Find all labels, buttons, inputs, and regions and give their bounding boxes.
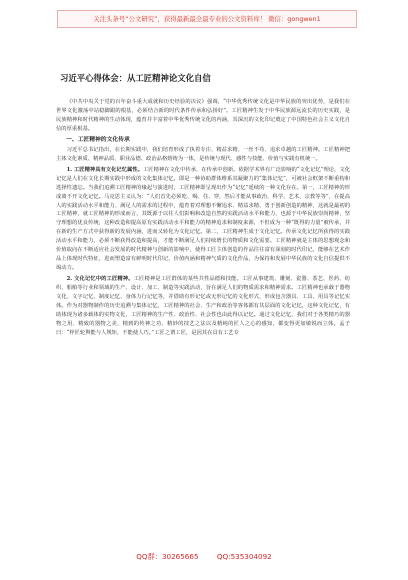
top-banner: 关注头条号“公文研究”，获得最新最全最专业的公文资料库！ 微信：gongwen1 bbox=[57, 10, 357, 28]
intro-paragraph: 《中共中央关于党的百年奋斗重大成就和历史经验的决议》强调，“中华优秀传统文化是中华民族的突出优势，是我们在世界文化激荡中站稳脚跟的根基，必须结合新的时代条件传承和弘扬好”。工匠精神生发于中华民族源远流长的历史实践，是民族精神和时代精神的生动体现，蕴育并丰富着中华优秀传统文化的内涵，其深沉的文化印记奠定了中国特色社会主义文化自信的厚重根基。 bbox=[56, 99, 350, 132]
paragraph-lead: 1. 工匠精神具有文化记忆属性。 bbox=[66, 166, 143, 173]
footer-contact bbox=[0, 552, 408, 566]
paragraph-text: 工匠精神在文化中传承，在传承中创新。依据学术界有广泛影响的“文化记忆”理论，文化记忆是人们在文化长期实践中形成的文化集体记忆，即是一种协助群体维系其凝聚力的“集体记忆”，可被社会框架不断重构和选择性遗忘。当我们追溯工匠精神的缘起与演进时，工匠精神即呈现出作为“记忆”延续的一种文化存在。第一，工匠精神的形成离不开文化记忆。马克思主义认为：“人们首先必须吃、喝、住、穿，然后才能从事政治、科学、艺术、宗教等等”，在提高人的实践活动水平和能力、满足人的需求的过程中，蕴育着对理想不懈追求、精益求精、勇于创新创造的精神，这就是最初的工匠精神，就工匠精神的形成而言，其既源于以往人们影响和改造自然的实践活动水平和能力，也源于中华民族崇尚精神、坚守理想的优良传统，这种改造和提高原有实践活动水平和能力的精神追求和制度来源，不但成为一种“既得的力量”被传承，并在新的生产方式中获得新的发展内涵，进而又转化为文化记忆。第二，工匠精神生成于文化记忆。传承文化记忆所获得的实践活动水平和能力，必须不断获得改造和提高，才能不断满足人们持续增长的物质和文化需要。工匠精神就是主体的思想观念和价值取向在不断适应社会发展的时代精神与创新的影响中，使得工匠主体创造的作品往往富有深刻的时代印记，能够在艺术作品上体现时代特征，进而塑造富有鲜明时代印记、价值内涵和精神气质的文化作品，为保持和发展中华民族的文化自信提供不竭动力。 bbox=[56, 166, 350, 272]
paragraph-lead: 2. 文化记忆中的工匠精神。 bbox=[66, 276, 134, 283]
paragraph-text: 工匠精神是工匠群体的某些共性品德和技能。工匠从事建筑、雕刻、瓷器、茶艺、医药、纺织、船舶等行业和领域的生产、设计、加工、制造等实践活动，旨在满足人们的物质需求和精神需求。工匠精神也承载于器物文化、文字记忆、制度记忆、身体力行记忆等，并借助有形记忆或无形记忆的文化形式，形成包含器具、工具、用具等记忆实体。作为对器物制作的历史追溯与集体记忆，工匠精神的社会、生产和政治等客体都有其层面的文化记忆，这种文化记忆，有助体现为诸多载体的实物文化，工匠精神的生产性、政治性、社会性也由此得以记忆。通过文化记忆，我们对于各类精巧的器物之用、精致的器物之美，精到的传神之功、精妙的技艺之法以及精纯的匠人之心的感知，都变得更加敏锐而立体。孟子曰：“梓匠轮舆能与人规矩，不能使人巧。”工匠之谓工匠，是因其在具有工艺专 bbox=[56, 276, 350, 336]
qq-group-text: QQ群：30265665 bbox=[136, 552, 199, 561]
page-title: 习近平心得体会：从工匠精神论文化自信 bbox=[60, 73, 211, 83]
section-heading: 一、工匠精神的文化传承 bbox=[66, 136, 130, 143]
article-body bbox=[56, 98, 350, 546]
section1-paragraph-2 bbox=[56, 166, 350, 273]
qq-text: QQ:535304092 bbox=[216, 552, 272, 561]
section1-paragraph-1: 习近平总书记指出，在长期实践中，我们培育形成了执着专注、精益求精、一丝不苟、追求卓越的工匠精神。工匠精神把主体文化素质、精神品质、职业品德、政治品格熔铸为一体，是传统与现代、感性与技能、价值与实践有机统一。 bbox=[56, 146, 350, 162]
section2-paragraph bbox=[56, 275, 350, 338]
